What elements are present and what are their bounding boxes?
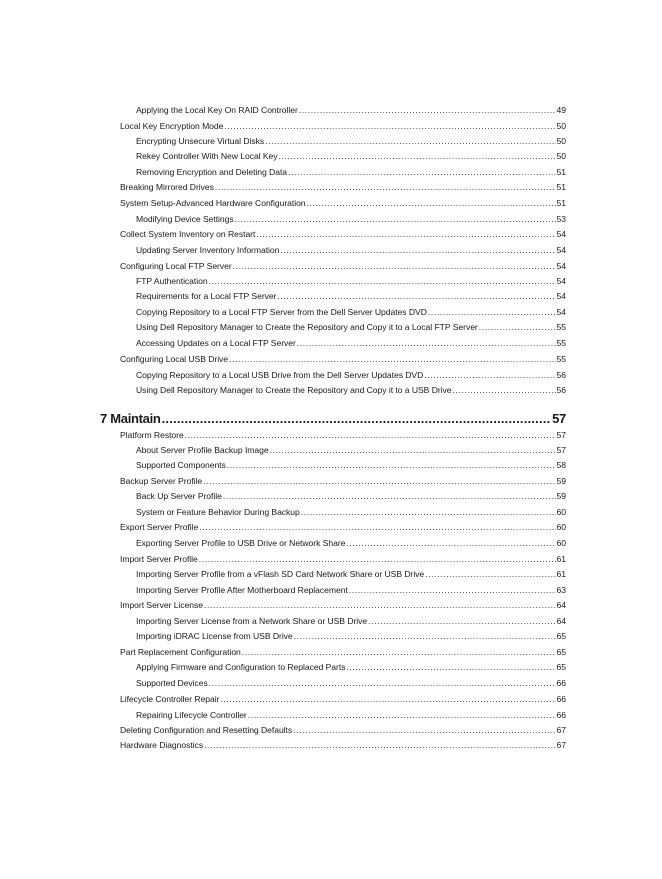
toc-entry-title: Importing iDRAC License from USB Drive — [136, 631, 293, 641]
toc-entry[interactable] — [120, 553, 566, 565]
toc-entry-title: Import Server License — [120, 600, 204, 610]
dot-leader — [215, 181, 556, 193]
toc-entry-title: Supported Devices — [136, 678, 208, 688]
toc-entry-page: 49 — [556, 105, 566, 115]
toc-entry-page: 50 — [556, 121, 566, 131]
toc-entry[interactable] — [120, 475, 566, 487]
dot-leader — [233, 260, 556, 272]
toc-entry-title: Breaking Mirrored Drives — [120, 182, 214, 192]
toc-entry-title: About Server Profile Backup Image — [136, 445, 269, 455]
toc-entry-title: Configuring Local FTP Server — [120, 261, 232, 271]
toc-entry-title: 7 Maintain — [100, 411, 161, 426]
toc-entry-title: Removing Encryption and Deleting Data — [136, 167, 288, 177]
dot-leader — [294, 630, 556, 642]
dot-leader — [424, 369, 555, 381]
dot-leader — [199, 553, 556, 565]
toc-entry-page: 54 — [556, 261, 566, 271]
toc-entry-page: 56 — [556, 370, 566, 380]
toc-entry-page: 50 — [556, 136, 566, 146]
dot-leader — [185, 429, 556, 441]
toc-entry[interactable] — [136, 275, 566, 287]
toc-entry[interactable] — [136, 584, 566, 596]
toc-entry-title: System or Feature Behavior During Backup — [136, 507, 300, 517]
toc-entry-page: 54 — [556, 245, 566, 255]
toc-entry[interactable] — [120, 353, 566, 365]
toc-entry-title: Using Dell Repository Manager to Create the Repository and Copy it to a USB Drive — [136, 385, 452, 395]
toc-entry-page: 57 — [556, 445, 566, 455]
toc-entry-title: Hardware Diagnostics — [120, 740, 204, 750]
toc-entry[interactable] — [136, 537, 566, 549]
toc-entry[interactable] — [136, 337, 566, 349]
dot-leader — [479, 321, 556, 333]
toc-entry-page: 66 — [556, 678, 566, 688]
toc-entry-title: Accessing Updates on a Local FTP Server — [136, 338, 296, 348]
toc-entry-page: 51 — [556, 198, 566, 208]
toc-entry[interactable] — [120, 429, 566, 441]
toc-entry-title: Applying the Local Key On RAID Controller — [136, 105, 298, 115]
toc-entry[interactable] — [120, 197, 566, 209]
toc-entry-title: FTP Authentication — [136, 276, 208, 286]
dot-leader — [307, 197, 556, 209]
toc-entry-title: Repairing Lifecycle Controller — [136, 710, 247, 720]
toc-entry-page: 54 — [556, 307, 566, 317]
dot-leader — [227, 459, 556, 471]
dot-leader — [209, 677, 556, 689]
toc-entry-page: 57 — [552, 411, 566, 426]
toc-entry-page: 65 — [556, 662, 566, 672]
dot-leader — [199, 521, 555, 533]
toc-entry-page: 54 — [556, 276, 566, 286]
toc-entry[interactable] — [120, 181, 566, 193]
dot-leader — [288, 166, 556, 178]
dot-leader — [453, 384, 556, 396]
toc-entry[interactable] — [120, 260, 566, 272]
toc-entry-title: Platform Restore — [120, 430, 184, 440]
dot-leader — [224, 120, 555, 132]
toc-entry[interactable] — [136, 369, 566, 381]
toc-entry-title: Back Up Server Profile — [136, 491, 222, 501]
toc-entry-title: Encrypting Unsecure Virtual Disks — [136, 136, 265, 146]
toc-entry-page: 67 — [556, 740, 566, 750]
toc-entry-title: Collect System Inventory on Restart — [120, 229, 256, 239]
toc-entry-title: Using Dell Repository Manager to Create the Repository and Copy it to a Local FTP Server — [136, 322, 478, 332]
toc-entry-page: 59 — [556, 491, 566, 501]
toc-entry-page: 61 — [556, 569, 566, 579]
dot-leader — [220, 693, 555, 705]
dot-leader — [162, 411, 552, 427]
toc-entry[interactable] — [136, 490, 566, 502]
toc-entry-page: 55 — [556, 322, 566, 332]
toc-entry-title: Deleting Configuration and Resetting Defaults — [120, 725, 293, 735]
dot-leader — [368, 615, 555, 627]
toc-entry-title: Configuring Local USB Drive — [120, 354, 229, 364]
toc-entry-page: 56 — [556, 385, 566, 395]
dot-leader — [425, 568, 555, 580]
toc-entry-page: 64 — [556, 616, 566, 626]
toc-entry[interactable] — [136, 444, 566, 456]
toc-entry-page: 50 — [556, 151, 566, 161]
toc-entry[interactable] — [136, 135, 566, 147]
dot-leader — [270, 444, 556, 456]
toc-entry-page: 51 — [556, 167, 566, 177]
toc-entry-title: Export Server Profile — [120, 522, 199, 532]
dot-leader — [256, 228, 555, 240]
toc-entry-title: Part Replacement Configuration — [120, 647, 241, 657]
toc-entry[interactable] — [120, 693, 566, 705]
toc-entry-page: 60 — [556, 538, 566, 548]
dot-leader — [229, 353, 555, 365]
dot-leader — [223, 490, 556, 502]
toc-entry-page: 54 — [556, 291, 566, 301]
toc-entry-page: 66 — [556, 694, 566, 704]
toc-entry[interactable] — [136, 677, 566, 689]
dot-leader — [280, 244, 555, 256]
dot-leader — [293, 724, 555, 736]
toc-entry-page: 59 — [556, 476, 566, 486]
toc-entry-title: System Setup-Advanced Hardware Configuration — [120, 198, 306, 208]
dot-leader — [299, 104, 556, 116]
toc-entry-page: 60 — [556, 522, 566, 532]
toc-entry[interactable] — [120, 724, 566, 736]
dot-leader — [428, 306, 556, 318]
toc-chapter-entry[interactable] — [100, 411, 566, 427]
toc-entry-title: Copying Repository to a Local USB Drive from the Dell Server Updates DVD — [136, 370, 424, 380]
dot-leader — [265, 135, 555, 147]
toc-entry-title: Local Key Encryption Mode — [120, 121, 224, 131]
toc-entry[interactable] — [136, 321, 566, 333]
toc-entry-page: 65 — [556, 631, 566, 641]
toc-entry-title: Importing Server Profile After Motherboard Replacement — [136, 585, 348, 595]
toc-entry[interactable] — [136, 104, 566, 116]
toc-entry-title: Importing Server License from a Network Share or USB Drive — [136, 616, 368, 626]
toc-entry-title: Updating Server Inventory Information — [136, 245, 280, 255]
toc-entry[interactable] — [136, 384, 566, 396]
toc-entry-page: 58 — [556, 460, 566, 470]
dot-leader — [248, 709, 556, 721]
toc-entry-page: 60 — [556, 507, 566, 517]
dot-leader — [346, 537, 555, 549]
toc-entry[interactable] — [136, 244, 566, 256]
toc-entry[interactable] — [136, 615, 566, 627]
toc-entry-title: Applying Firmware and Configuration to Replaced Parts — [136, 662, 346, 672]
dot-leader — [349, 584, 556, 596]
toc-entry[interactable] — [136, 506, 566, 518]
toc-entry-page: 61 — [556, 554, 566, 564]
toc-entry-title: Supported Components — [136, 460, 226, 470]
toc-entry-title: Rekey Controller With New Local Key — [136, 151, 278, 161]
dot-leader — [235, 213, 556, 225]
toc-entry[interactable] — [120, 739, 566, 751]
toc-entry-page: 51 — [556, 182, 566, 192]
dot-leader — [279, 150, 556, 162]
dot-leader — [297, 337, 556, 349]
toc-entry[interactable] — [136, 290, 566, 302]
toc-entry[interactable] — [120, 228, 566, 240]
dot-leader — [203, 475, 555, 487]
toc-entry[interactable] — [120, 646, 566, 658]
dot-leader — [209, 275, 556, 287]
toc-entry[interactable] — [120, 599, 566, 611]
dot-leader — [204, 599, 556, 611]
toc-entry-page: 63 — [556, 585, 566, 595]
toc-entry-title: Modifying Device Settings — [136, 214, 234, 224]
toc-entry-title: Import Server Profile — [120, 554, 198, 564]
toc-entry[interactable] — [136, 630, 566, 642]
toc-entry-title: Backup Server Profile — [120, 476, 203, 486]
toc-entry-page: 67 — [556, 725, 566, 735]
toc-entry[interactable] — [136, 166, 566, 178]
dot-leader — [204, 739, 555, 751]
toc-entry[interactable] — [136, 661, 566, 673]
toc-entry-title: Importing Server Profile from a vFlash SD Card Network Share or USB Drive — [136, 569, 425, 579]
dot-leader — [301, 506, 556, 518]
toc-entry[interactable] — [120, 521, 566, 533]
toc-entry-title: Lifecycle Controller Repair — [120, 694, 220, 704]
dot-leader — [277, 290, 555, 302]
toc-entry[interactable] — [136, 213, 566, 225]
dot-leader — [346, 661, 555, 673]
toc-entry-page: 66 — [556, 710, 566, 720]
toc-entry-title: Requirements for a Local FTP Server — [136, 291, 277, 301]
toc-entry[interactable] — [136, 150, 566, 162]
toc-entry-page: 55 — [556, 338, 566, 348]
toc-entry-title: Copying Repository to a Local FTP Server from the Dell Server Updates DVD — [136, 307, 427, 317]
toc-entry[interactable] — [136, 306, 566, 318]
toc-entry-page: 54 — [556, 229, 566, 239]
toc-entry-page: 65 — [556, 647, 566, 657]
toc-entry-page: 57 — [556, 430, 566, 440]
toc-entry[interactable] — [136, 568, 566, 580]
toc-entry-page: 64 — [556, 600, 566, 610]
dot-leader — [242, 646, 556, 658]
toc-entry[interactable] — [136, 709, 566, 721]
toc-entry[interactable] — [120, 120, 566, 132]
toc-entry-page: 55 — [556, 354, 566, 364]
toc-entry-page: 53 — [556, 214, 566, 224]
toc-entry[interactable] — [136, 459, 566, 471]
toc-entry-title: Exporting Server Profile to USB Drive or Network Share — [136, 538, 346, 548]
